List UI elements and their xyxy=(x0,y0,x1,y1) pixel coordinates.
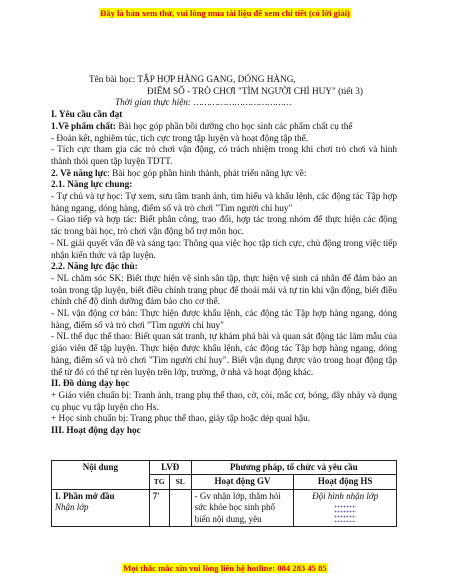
activities-heading: III. Hoạt động dạy học xyxy=(51,426,141,437)
formation-diagram xyxy=(334,504,356,522)
general-competence-item: - Tự chủ và tự học: Tự xem, sưu tầm tranh ảnh, tìm hiểu và khẩu lệnh, các động tác Tập hợp hàng ngang, dóng hàng, điểm số và trò chơi "Tìm người chỉ huy" xyxy=(51,192,397,214)
lesson-plan-table xyxy=(51,460,397,527)
lesson-title-line1: Tên bài học: TẬP HỢP HÀNG GANG, DÓNG HÀNG, xyxy=(89,75,296,85)
teaching-tools-item: + Học sinh chuẩn bị: Trang phục thể thao, giày tập hoặc dép quai hậu. xyxy=(51,414,311,425)
general-competence-item: - Giao tiếp và hợp tác: Biết phân công, trao đổi, hợp tác trong nhóm để thực hiện các động tác trong bài học, trò chơi vận động bổ trợ môn học. xyxy=(51,215,397,238)
header-gv: Hoạt động GV xyxy=(191,475,294,489)
teaching-tools-heading: II. Đồ dùng dạy học xyxy=(51,379,130,390)
header-sl: SL xyxy=(169,475,191,489)
header-lvd: LVĐ xyxy=(149,461,191,475)
time-line: Thời gian thực hiện: ……………………………… xyxy=(115,98,293,109)
lesson-title-line2: ĐIỂM SỐ - TRÒ CHƠI "TÌM NGƯỜI CHỈ HUY" (tiết 3) xyxy=(147,86,363,97)
header-method: Phương pháp, tổ chức và yêu cầu xyxy=(191,461,396,475)
header-hs: Hoạt động HS xyxy=(294,475,397,489)
table-header-row xyxy=(52,461,397,475)
specific-competence-heading: 2.2. Năng lực đặc thù: xyxy=(51,262,138,273)
lesson-document xyxy=(51,75,397,438)
row-content: I. Phần mở đầu Nhận lớp xyxy=(52,489,150,526)
header-content: Nội dung xyxy=(52,461,150,490)
preview-banner: Đây là bản xem thử, vui lòng mua tài liệu để xem chi tiết (có lời giải) xyxy=(100,8,350,18)
row-tg: 7' xyxy=(149,489,169,526)
row-sl xyxy=(169,489,191,526)
header-tg: TG xyxy=(149,475,169,489)
row-hs: Đội hình nhận lớp xyxy=(294,489,397,526)
general-competence-heading: 2.1. Năng lực chung: xyxy=(51,180,133,191)
teaching-tools-item: + Giáo viên chuẩn bị: Tranh ảnh, trang phụ thể thao, cờ, còi, mắc cơ, bóng, dây nhảy và dụng cụ phục vụ tập luyện cho Hs. xyxy=(51,390,397,413)
specific-competence-item: - NL chăm sóc SK: Biết thực hiện vệ sinh sân tập, thực hiện vệ sinh cá nhân để đảm bảo an toàn trong tập luyện, biết điều chỉnh trang phục để thoải mái và tự tin khi vận động, biết điều chỉnh chế độ dinh dưỡng đảm bảo cho cơ thể. xyxy=(51,273,397,308)
quality-item: - Tích cực tham gia các trò chơi vận động, có trách nhiệm trong khi chơi trò chơi và hình thành thói quen tập luyện TDTT. xyxy=(51,145,397,167)
section-requirements-heading: I. Yêu cầu cần đạt xyxy=(51,110,123,121)
specific-competence-item: - NL vận động cơ bản: Thực hiện được khẩu lệnh, các động tác Tập hợp hàng ngang, dóng hàng, điểm số và trò chơi "Tìm người chỉ huy" xyxy=(51,309,397,331)
quality-paragraph: 1.Về phẩm chất: Bài học góp phần bồi dưỡng cho học sinh các phẩm chất cụ thể xyxy=(51,121,353,132)
table-row xyxy=(52,489,397,526)
hotline-banner: Mọi thắc mắc xin vui lòng liên hệ hotline: 084 283 45 85 xyxy=(123,563,327,573)
specific-competence-item: - NL thể dục thể thao: Biết quan sát tranh, tự khám phá bài và quan sát động tác làm mẫu của giáo viên để tập luyện. Thực hiện được khẩu lệnh, các động tác Tập hợp hàng ngang, dóng hàng, điểm số và trò chơi "Tìm người chỉ huy". Biết vận dụng được vào trong hoạt động tập thể từ đó có thể tự rèn luyện trên lớp, trường, ở nhà và hoạt động khác. xyxy=(51,332,397,378)
competence-paragraph: 2. Về năng lực: Bài học góp phần hình thành, phát triển năng lực về: xyxy=(51,168,307,179)
row-gv: - Gv nhận lớp, thăm hỏi sức khỏe học sinh phổ biến nội dung, yêu xyxy=(191,489,294,526)
quality-item: - Đoàn kết, nghiêm túc, tích cực trong tập luyện và hoạt động tập thể. xyxy=(51,133,309,144)
general-competence-item: - NL giải quyết vấn đề và sáng tạo: Thông qua việc học tập tích cực, chủ động trong việc tiếp nhận kiến thức và tập luyện. xyxy=(51,238,397,261)
